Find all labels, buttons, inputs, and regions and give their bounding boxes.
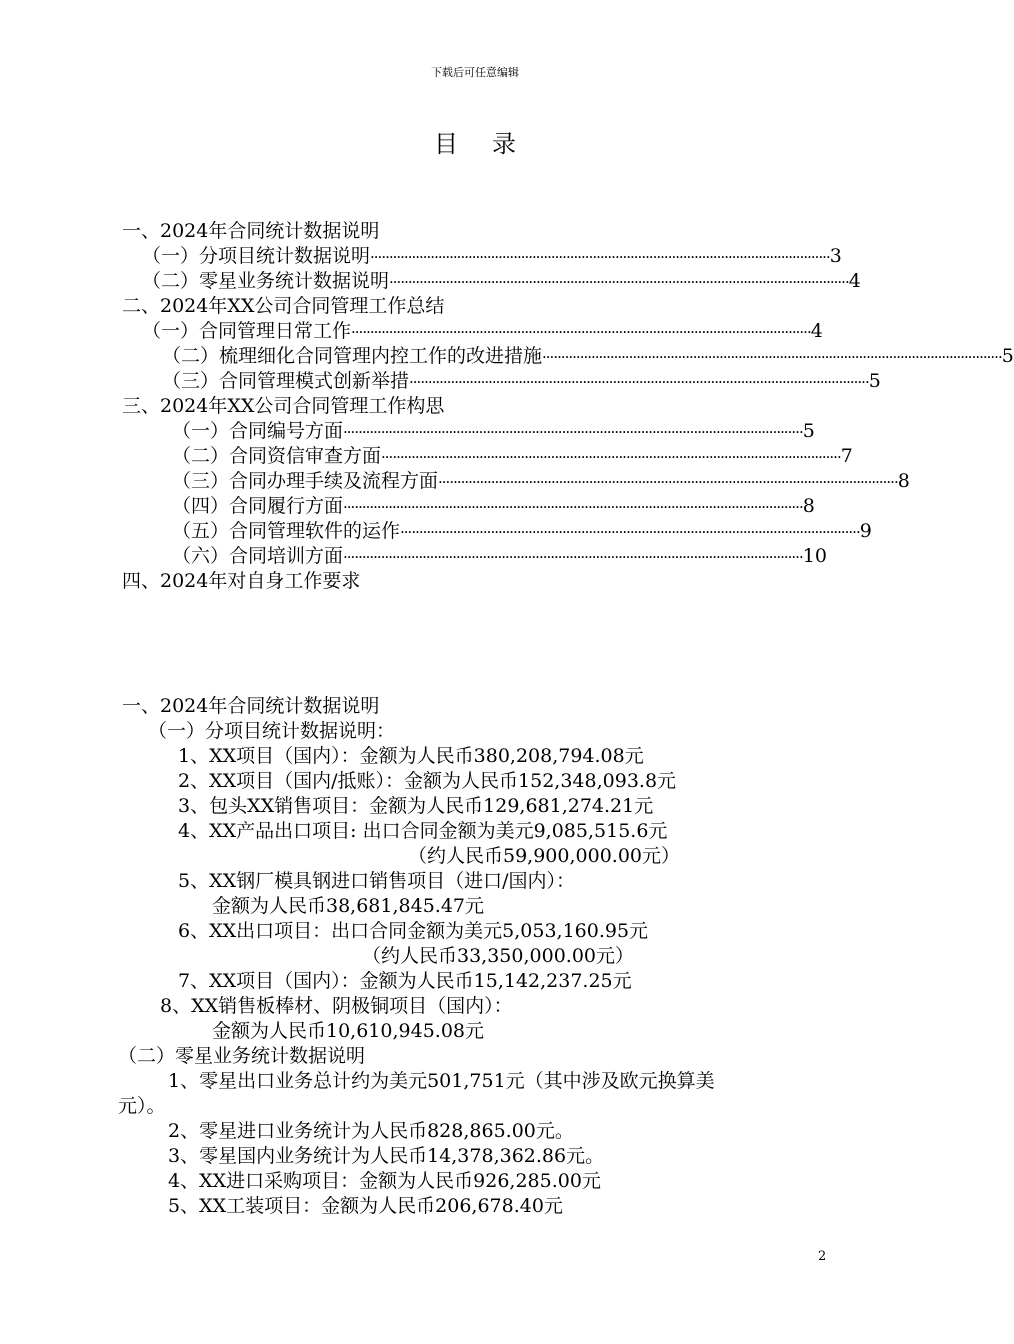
body-line: （约人民币59,900,000.00元） [408,845,681,867]
toc-entry-1: 一、2024年合同统计数据说明 [122,220,380,242]
toc-page: 9 [859,520,872,542]
toc-page: 7 [840,445,853,467]
body-line: 5、XX工装项目：金额为人民币206,678.40元 [168,1195,563,1217]
body-line: （约人民币33,350,000.00元） [362,945,635,967]
toc-leader: ·························································································································· [409,373,869,391]
toc-leader: ·························································································································· [542,348,1002,366]
toc-leader: ·························································································································· [351,323,811,341]
toc-entry-8: 三、2024年XX公司合同管理工作构思 [122,395,445,417]
toc-leader: ·························································································································· [370,248,830,266]
toc-entry-15: 四、2024年对自身工作要求 [122,570,361,592]
toc-entry-9: （一）合同编号方面 ·························································································································· 5 [172,419,740,445]
toc-page: 8 [897,470,910,492]
toc-page: 5 [1001,345,1014,367]
body-line: 1、XX项目（国内）：金额为人民币380,208,794.08元 [178,745,644,767]
body-line: 金额为人民币38,681,845.47元 [212,895,485,917]
toc-page: 3 [829,245,842,267]
toc-page: 5 [868,370,881,392]
toc-leader: ·························································································································· [400,523,860,541]
toc-entry-6: （二）梳理细化合同管理内控工作的改进措施 ·························································································································· 5 [162,344,777,370]
toc-page: 5 [802,420,815,442]
body-line: 元）。 [118,1095,166,1117]
toc-entry-2: （一）分项目统计数据说明 ·························································································································· 3 [142,244,762,270]
toc-entry-5: （一）合同管理日常工作 ·························································································································· 4 [142,319,762,345]
toc-entry-12: （四）合同履行方面 ·························································································································· 8 [172,494,740,520]
body-line: 4、XX进口采购项目：金额为人民币926,285.00元 [168,1170,601,1192]
body-line: 3、零星国内业务统计为人民币14,378,362.86元。 [168,1145,605,1167]
toc-entry-4: 二、2024年XX公司合同管理工作总结 [122,295,445,317]
toc-title [0,128,950,160]
body-line: 金额为人民币10,610,945.08元 [212,1020,485,1042]
toc-leader: ·························································································································· [438,473,898,491]
body-line: 2、零星进口业务统计为人民币828,865.00元。 [168,1120,574,1142]
body-line: 2、XX项目（国内/抵账）：金额为人民币152,348,093.8元 [178,770,677,792]
toc-leader: ·························································································································· [389,273,849,291]
toc-page: 10 [802,545,827,567]
body-line: 8、XX销售板棒材、阴极铜项目（国内）： [160,995,513,1017]
toc-entry-3: （二）零星业务统计数据说明 ·························································································································· 4 [142,269,762,295]
body-line: 7、XX项目（国内）：金额为人民币15,142,237.25元 [178,970,632,992]
toc-leader: ·························································································································· [381,448,841,466]
body-line: 6、XX出口项目：出口合同金额为美元5,053,160.95元 [178,920,649,942]
page-number: 2 [818,1249,827,1264]
toc-leader: ·························································································································· [343,548,803,566]
toc-entry-7: （三）合同管理模式创新举措 ·························································································································· 5 [162,369,777,395]
toc-entry-14: （六）合同培训方面 ·························································································································· 10 [172,544,778,570]
section-heading: 一、2024年合同统计数据说明 [122,695,380,717]
body-line: 4、XX产品出口项目: 出口合同金额为美元9,085,515.6元 [178,820,668,842]
toc-entry-13: （五）合同管理软件的运作 ·························································································································· 9 [172,519,740,545]
body-line: 1、零星出口业务总计约为美元501,751元（其中涉及欧元换算美 [168,1070,715,1092]
toc-title-left: 目 [434,130,458,158]
subsection-heading: （一）分项目统计数据说明： [148,720,396,742]
body-line: 5、XX钢厂模具钢进口销售项目（进口/国内）： [178,870,576,892]
toc-page: 4 [848,270,861,292]
toc-entry-10: （二）合同资信审查方面 ·························································································································· 7 [172,444,740,470]
toc-entry-11: （三）合同办理手续及流程方面 ·························································································································· 8 [172,469,740,495]
header-note: 下载后可任意编辑 [431,66,519,79]
toc-title-right: 录 [492,130,516,158]
subsection-heading: （二）零星业务统计数据说明 [118,1045,366,1067]
toc-leader: ·························································································································· [343,498,803,516]
toc-leader: ·························································································································· [343,423,803,441]
toc-page: 4 [810,320,823,342]
toc-page: 8 [802,495,815,517]
body-line: 3、包头XX销售项目：金额为人民币129,681,274.21元 [178,795,654,817]
